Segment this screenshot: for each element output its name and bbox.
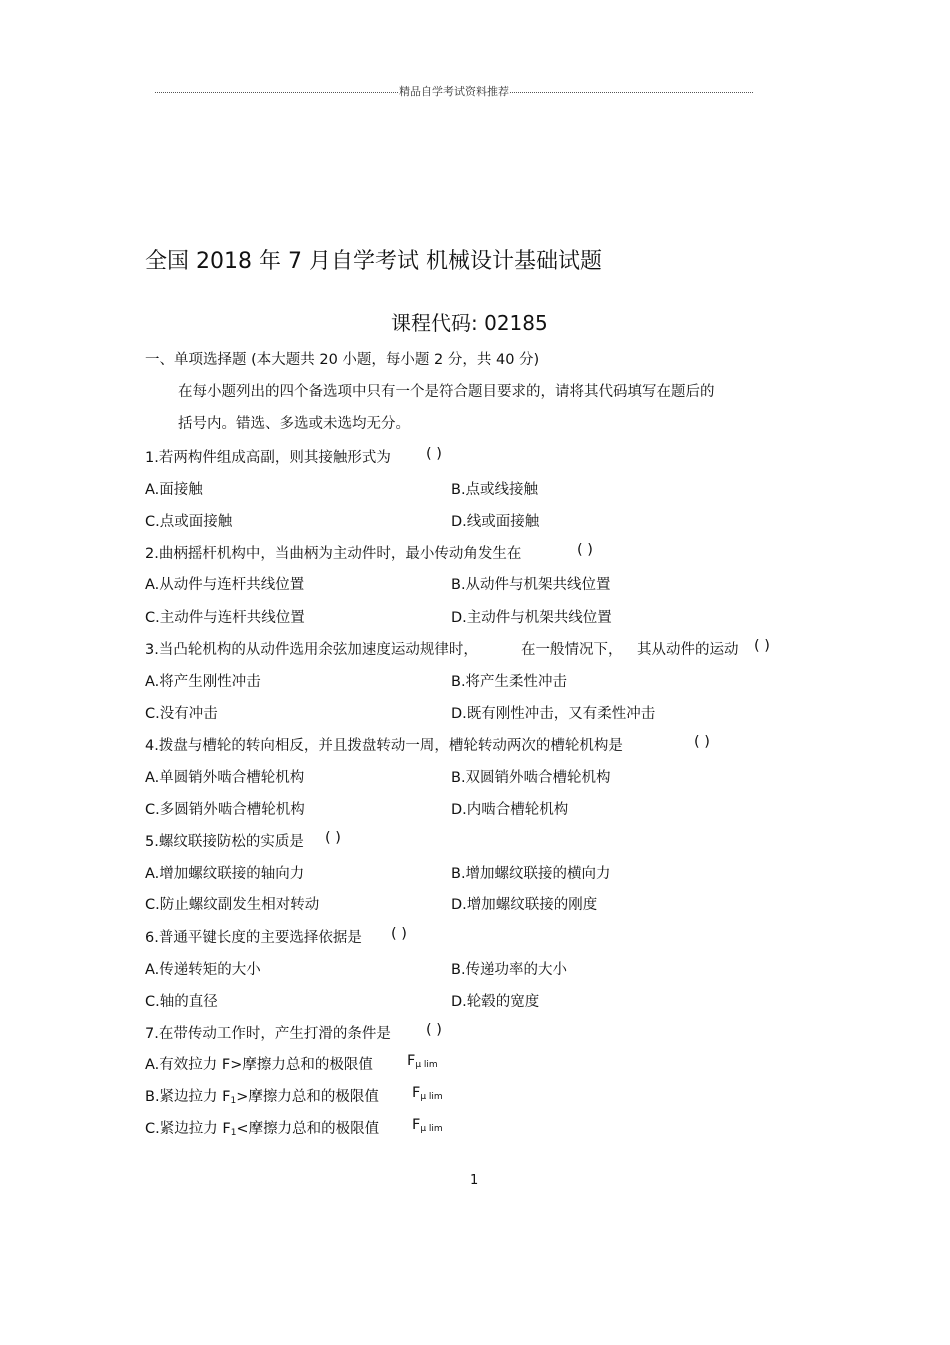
question-7-blank: ( ) xyxy=(426,1022,442,1038)
question-6-stem: 6.普通平键长度的主要选择依据是 xyxy=(145,930,362,946)
flim-subscript: μ lim xyxy=(420,1124,443,1134)
flim-subscript: μ lim xyxy=(415,1060,438,1070)
q7-option-b-text: B.紧边拉力 F xyxy=(145,1089,231,1105)
q3-option-c: C.没有冲击 xyxy=(145,706,218,722)
question-5-stem: 5.螺纹联接防松的实质是 xyxy=(145,834,304,850)
page-number: 1 xyxy=(470,1173,479,1188)
question-1-stem: 1.若两构件组成高副，则其接触形式为 xyxy=(145,450,391,466)
q5-option-a: A.增加螺纹联接的轴向力 xyxy=(145,866,305,882)
q7-option-a: A.有效拉力 F>摩擦力总和的极限值 xyxy=(145,1057,373,1073)
q6-option-a: A.传递转矩的大小 xyxy=(145,962,261,978)
q5-option-d: D.增加螺纹联接的刚度 xyxy=(451,897,598,913)
q3-option-b: B.将产生柔性冲击 xyxy=(451,674,568,690)
flim-subscript: μ lim xyxy=(420,1092,443,1102)
q6-option-d: D.轮毂的宽度 xyxy=(451,994,540,1010)
q7-option-c-rest: <摩擦力总和的极限值 xyxy=(236,1121,380,1137)
q1-option-d: D.线或面接触 xyxy=(451,514,540,530)
q1-option-b: B.点或线接触 xyxy=(451,482,539,498)
q4-option-a: A.单圆销外啮合槽轮机构 xyxy=(145,770,305,786)
question-4-blank: ( ) xyxy=(694,734,710,750)
flim-symbol: F xyxy=(412,1085,421,1101)
q7-option-b-flim xyxy=(412,1085,443,1102)
flim-symbol: F xyxy=(412,1117,421,1133)
q6-option-b: B.传递功率的大小 xyxy=(451,962,568,978)
q2-option-c: C.主动件与连杆共线位置 xyxy=(145,610,305,626)
question-7-stem: 7.在带传动工作时，产生打滑的条件是 xyxy=(145,1026,391,1042)
q6-option-c: C.轴的直径 xyxy=(145,994,218,1010)
question-3-stem-mid: 在一般情况下， xyxy=(521,642,623,658)
q3-option-a: A.将产生刚性冲击 xyxy=(145,674,261,690)
header-dots-right xyxy=(510,92,753,93)
q5-option-c: C.防止螺纹副发生相对转动 xyxy=(145,897,320,913)
q5-option-b: B.增加螺纹联接的横向力 xyxy=(451,866,611,882)
course-code: 课程代码: 02185 xyxy=(391,311,548,335)
question-3-stem: 3.当凸轮机构的从动件选用余弦加速度运动规律时， xyxy=(145,642,478,658)
q7-option-c xyxy=(145,1117,379,1138)
page-header xyxy=(155,83,753,99)
header-dots-left xyxy=(155,92,398,93)
q7-option-b xyxy=(145,1085,379,1106)
question-5-blank: ( ) xyxy=(325,830,341,846)
q4-option-b: B.双圆销外啮合槽轮机构 xyxy=(451,770,611,786)
q7-option-c-flim xyxy=(412,1117,443,1134)
q3-option-d: D.既有刚性冲击，又有柔性冲击 xyxy=(451,706,656,722)
question-4-stem: 4.拨盘与槽轮的转向相反，并且拨盘转动一周，槽轮转动两次的槽轮机构是 xyxy=(145,738,623,754)
q7-option-c-subscript: 1 xyxy=(230,1128,237,1138)
question-6-blank: ( ) xyxy=(391,926,407,942)
q7-option-b-rest: >摩擦力总和的极限值 xyxy=(236,1089,379,1105)
q4-option-d: D.内啮合槽轮机构 xyxy=(451,802,569,818)
question-3-stem-end: 其从动件的运动 xyxy=(637,642,739,658)
question-1-blank: ( ) xyxy=(426,446,442,462)
question-2-blank: ( ) xyxy=(577,542,593,558)
q7-option-c-text: C.紧边拉力 F xyxy=(145,1121,231,1137)
question-2-stem: 2.曲柄摇杆机构中，当曲柄为主动件时，最小传动角发生在 xyxy=(145,546,522,562)
exam-title: 全国 2018 年 7 月自学考试 机械设计基础试题 xyxy=(145,249,602,274)
instruction-line-2: 括号内。错选、多选或未选均无分。 xyxy=(178,416,410,432)
flim-symbol: F xyxy=(407,1053,416,1069)
q2-option-a: A.从动件与连杆共线位置 xyxy=(145,577,305,593)
question-3-blank: ( ) xyxy=(754,638,770,654)
section-heading: 一、单项选择题 (本大题共 20 小题，每小题 2 分，共 40 分) xyxy=(145,352,540,368)
header-text: 精品自学考试资料推荐 xyxy=(399,85,509,98)
q7-option-b-subscript: 1 xyxy=(230,1096,237,1106)
instruction-line-1: 在每小题列出的四个备选项中只有一个是符合题目要求的，请将其代码填写在题后的 xyxy=(178,384,715,400)
q2-option-d: D.主动件与机架共线位置 xyxy=(451,610,612,626)
q1-option-c: C.点或面接触 xyxy=(145,514,233,530)
q1-option-a: A.面接触 xyxy=(145,482,203,498)
q2-option-b: B.从动件与机架共线位置 xyxy=(451,577,611,593)
q4-option-c: C.多圆销外啮合槽轮机构 xyxy=(145,802,305,818)
q7-option-a-flim xyxy=(407,1053,438,1070)
